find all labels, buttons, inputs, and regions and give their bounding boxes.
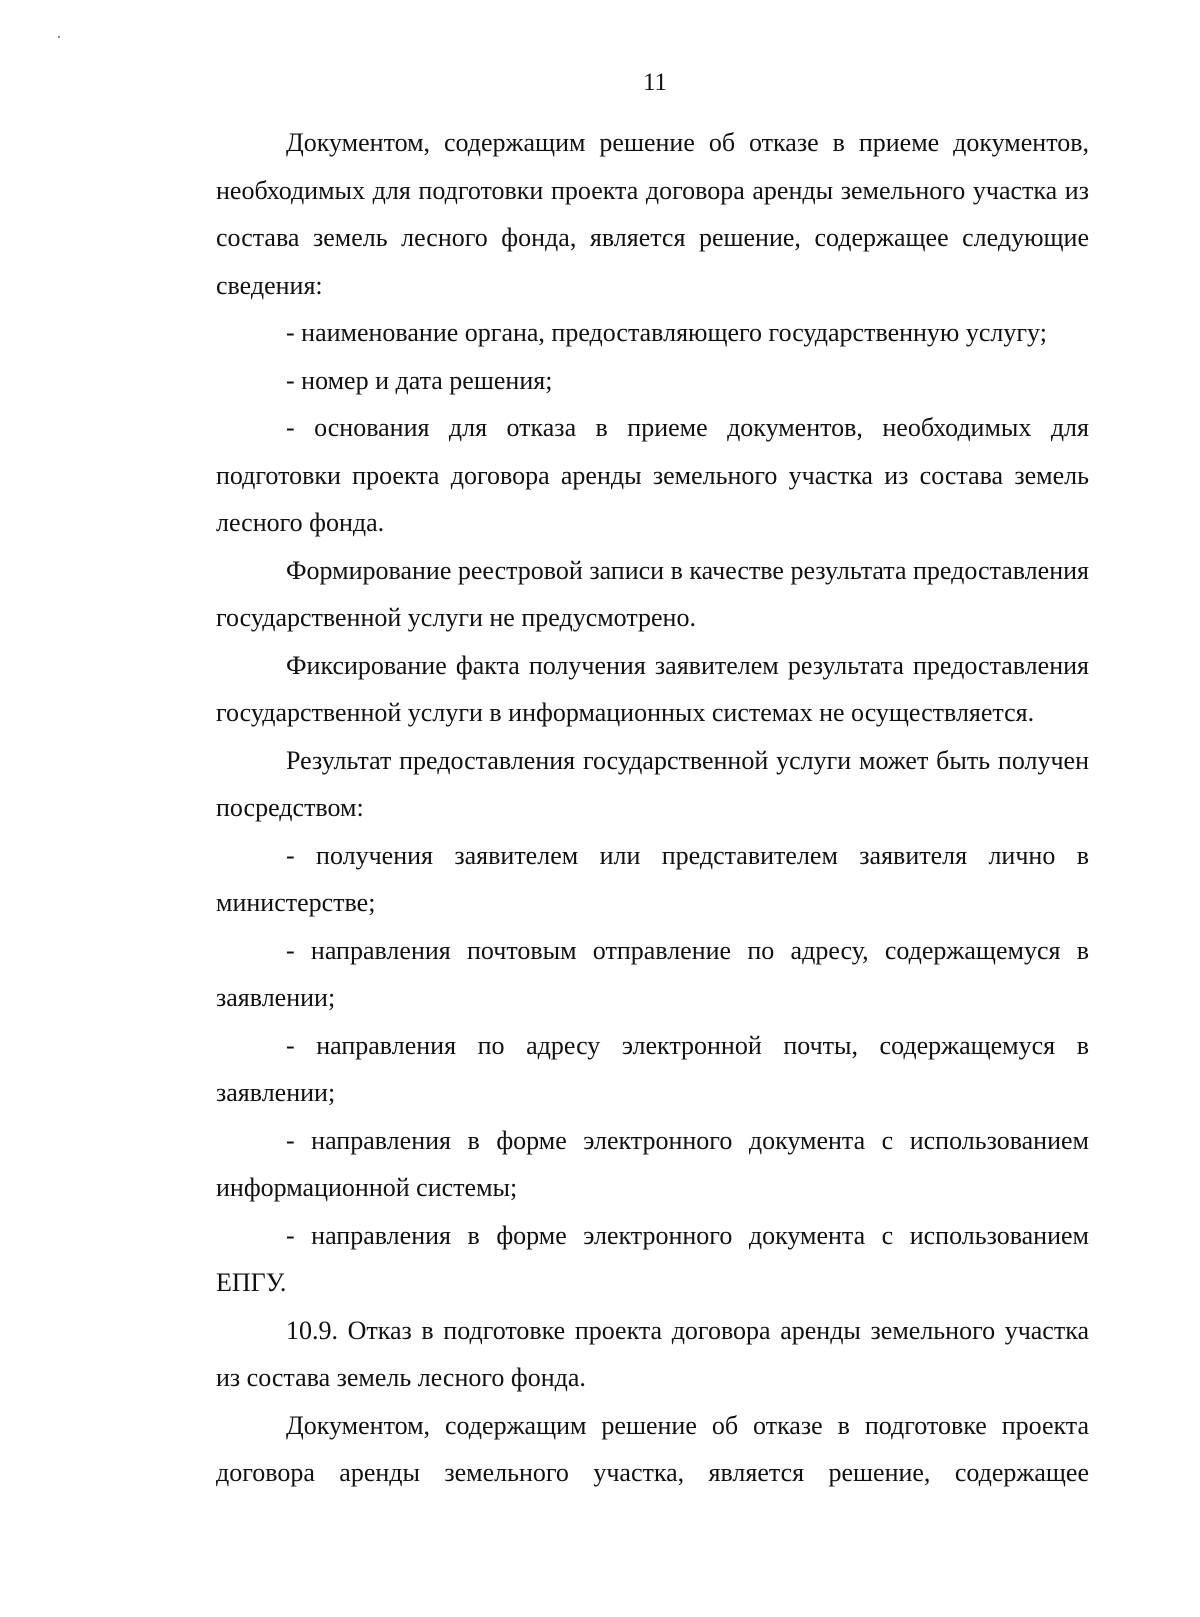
list-item-personal-receipt: - получения заявителем или представителем заявителя лично в министерстве; xyxy=(216,840,1089,917)
list-item-authority-name: - наименование органа, предоставляющего государственную услугу; xyxy=(286,318,1047,347)
paragraph-refusal-document: Документом, содержащим решение об отказе в приеме документов, необходимых для подготовки проекта договора аренды земельного участка из состава земель лесного фонда, является решение, содержащее следующие сведения: xyxy=(216,128,1089,300)
section-heading-10-9: 10.9. Отказ в подготовке проекта договора аренды земельного участка из состава земель лесного фонда. xyxy=(216,1315,1089,1392)
list-item-decision-number-date: - номер и дата решения; xyxy=(286,365,553,395)
paragraph-result-methods: Результат предоставления государственной услуги может быть получен посредством: xyxy=(216,745,1089,822)
paragraph-registry-record: Формирование реестровой записи в качестве результата предоставления государственной услуги не предусмотрено. xyxy=(216,555,1089,632)
document-body xyxy=(216,119,1089,1497)
paragraph-refusal-preparation: Документом, содержащим решение об отказе в подготовке проекта договора аренды земельного участка, является решение, содержащее xyxy=(216,1410,1089,1487)
list-item-email: - направления по адресу электронной почты, содержащемуся в заявлении; xyxy=(216,1030,1089,1107)
list-item-info-system: - направления в форме электронного документа с использованием информационной системы; xyxy=(216,1125,1089,1202)
scan-speck xyxy=(58,36,60,38)
list-item-refusal-grounds: - основания для отказа в приеме документов, необходимых для подготовки проекта договора аренды земельного участка из состава земель лесного фонда. xyxy=(216,413,1089,537)
list-item-epgu: - направления в форме электронного документа с использованием ЕПГУ. xyxy=(216,1220,1089,1297)
list-item-postal: - направления почтовым отправление по адресу, содержащемуся в заявлении; xyxy=(216,935,1089,1012)
page-number: 11 xyxy=(642,69,668,96)
paragraph-fixation-fact: Фиксирование факта получения заявителем результата предоставления государственной услуги в информационных системах не осуществляется. xyxy=(216,650,1089,727)
